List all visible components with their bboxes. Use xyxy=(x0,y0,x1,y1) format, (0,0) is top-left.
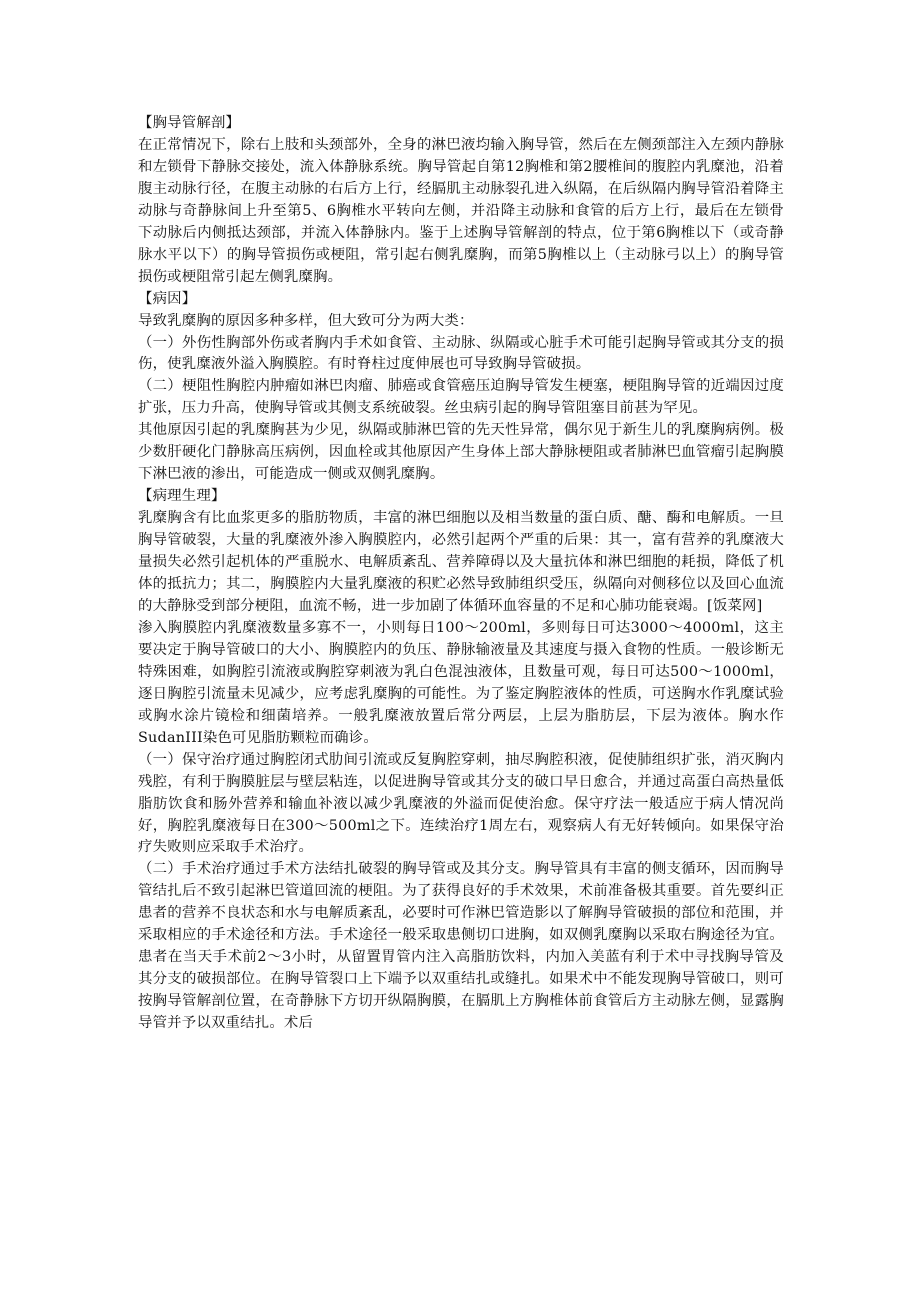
paragraph-pathophysiology: 乳糜胸含有比血浆更多的脂肪物质，丰富的淋巴细胞以及相当数量的蛋白质、醣、酶和电解质。一旦胸导管破裂，大量的乳糜液外渗入胸膜腔内，必然引起两个严重的后果：其一，富有营养的乳糜液大量损失必然引起机体的严重脱水、电解质紊乱、营养障碍以及大量抗体和淋巴细胞的耗损，降低了机体的抵抗力；其二，胸膜腔内大量乳糜液的积贮必然导致肺组织受压，纵隔向对侧移位以及回心血流的大静脉受到部分梗阻，血流不畅，进一步加剧了体循环血容量的不足和心肺功能衰竭。[饭菜网] xyxy=(138,510,784,614)
document-body xyxy=(138,113,784,1035)
section-heading-anatomy: 【胸导管解剖】 xyxy=(138,115,241,131)
paragraph-etiology-other: 其他原因引起的乳糜胸甚为少见，纵隔或肺淋巴管的先天性异常，偶尔见于新生儿的乳糜胸病例。极少数肝硬化门静脉高压病例，因血栓或其他原因产生身体上部大静脉梗阻或者肺淋巴血管瘤引起胸膜下淋巴液的渗出，可能造成一侧或双侧乳糜胸。 xyxy=(138,422,784,483)
paragraph-diagnosis: 渗入胸膜腔内乳糜液数量多寡不一，小则每日100～200ml，多则每日可达3000～4000ml，这主要决定于胸导管破口的大小、胸膜腔内的负压、静脉输液量及其速度与摄入食物的性质。一般诊断无特殊困难，如胸腔引流液或胸腔穿刺液为乳白色混浊液体，且数量可观，每日可达500～1000ml，逐日胸腔引流量未见减少，应考虑乳糜胸的可能性。为了鉴定胸腔液体的性质，可送胸水作乳糜试验或胸水涂片镜检和细菌培养。一般乳糜液放置后常分两层，上层为脂肪层，下层为液体。胸水作SudanIII染色可见脂肪颗粒而确诊。 xyxy=(138,619,784,746)
paragraph-surgical-treatment: （二）手术治疗通过手术方法结扎破裂的胸导管或及其分支。胸导管具有丰富的侧支循环，因而胸导管结扎后不致引起淋巴管道回流的梗阻。为了获得良好的手术效果，术前准备极其重要。首先要纠正患者的营养不良状态和水与电解质紊乱，必要时可作淋巴管造影以了解胸导管破损的部位和范围，并采取相应的手术途径和方法。手术途径一般采取患侧切口进胸，如双侧乳糜胸以采取右胸途径为宜。患者在当天手术前2～3小时，从留置胃管内注入高脂肪饮料，内加入美蓝有利于术中寻找胸导管及其分支的破损部位。在胸导管裂口上下端予以双重结扎或缝扎。如果术中不能发现胸导管破口，则可按胸导管解剖位置，在奇静脉下方切开纵隔胸膜，在膈肌上方胸椎体前食管后方主动脉左侧，显露胸导管并予以双重结扎。术后 xyxy=(138,861,784,1032)
paragraph-etiology-obstructive: （二）梗阻性胸腔内肿瘤如淋巴肉瘤、肺癌或食管癌压迫胸导管发生梗塞，梗阻胸导管的近端因过度扩张，压力升高，使胸导管或其侧支系统破裂。丝虫病引起的胸导管阻塞目前甚为罕见。 xyxy=(138,378,784,417)
paragraph-etiology-intro: 导致乳糜胸的原因多种多样，但大致可分为两大类： xyxy=(138,312,474,329)
paragraph-anatomy: 在正常情况下，除右上肢和头颈部外，全身的淋巴液均输入胸导管，然后在左侧颈部注入左颈内静脉和左锁骨下静脉交接处，流入体静脉系统。胸导管起自第12胸椎和第2腰椎间的腹腔内乳糜池，沿着腹主动脉行径，在腹主动脉的右后方上行，经膈肌主动脉裂孔进入纵隔，在后纵隔内胸导管沿着降主动脉与奇静脉间上升至第5、6胸椎水平转向左侧，并沿降主动脉和食管的后方上行，最后在左锁骨下动脉后内侧抵达颈部，并流入体静脉内。鉴于上述胸导管解剖的特点，位于第6胸椎以下（或奇静脉水平以下）的胸导管损伤或梗阻，常引起右侧乳糜胸，而第5胸椎以上（主动脉弓以上）的胸导管损伤或梗阻常引起左侧乳糜胸。 xyxy=(138,136,784,285)
paragraph-etiology-traumatic: （一）外伤性胸部外伤或者胸内手术如食管、主动脉、纵隔或心脏手术可能引起胸导管或其分支的损伤，使乳糜液外溢入胸膜腔。有时脊柱过度伸展也可导致胸导管破损。 xyxy=(138,334,784,373)
paragraph-conservative-treatment: （一）保守治疗通过胸腔闭式肋间引流或反复胸腔穿刺，抽尽胸腔积液，促使肺组织扩张，消灭胸内残腔，有利于胸膜脏层与壁层粘连，以促进胸导管或其分支的破口早日愈合，并通过高蛋白高热量低脂肪饮食和肠外营养和输血补液以减少乳糜液的外溢而促使治愈。保守疗法一般适应于病人情况尚好，胸腔乳糜液每日在300～500ml之下。连续治疗1周左右，观察病人有无好转倾向。如果保守治疗失败则应采取手术治疗。 xyxy=(138,751,784,856)
section-heading-pathophysiology: 【病理生理】 xyxy=(138,488,226,505)
section-heading-etiology: 【病因】 xyxy=(138,290,197,307)
